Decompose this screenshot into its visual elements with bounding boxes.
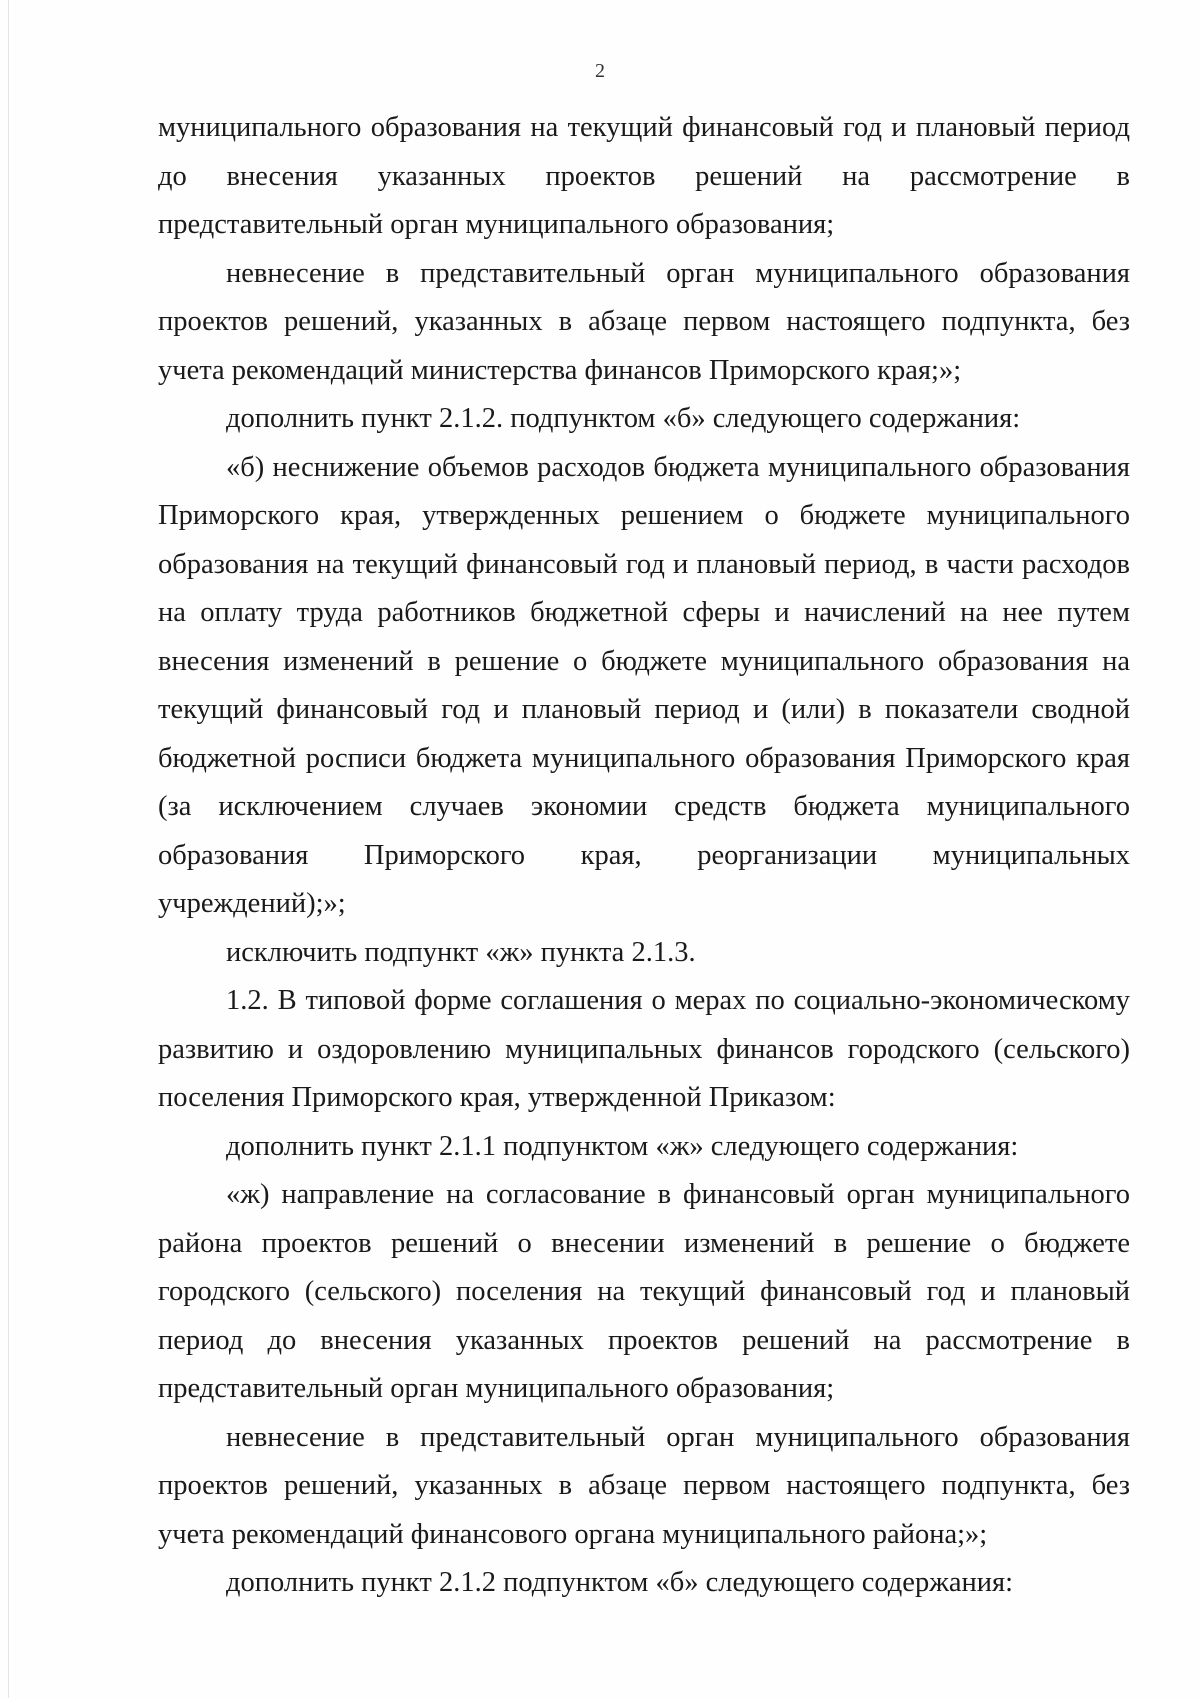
paragraph-6: 1.2. В типовой форме соглашения о мерах по социально-экономическому развитию и оздоровлению муниципальных финансов городского (сельского) поселения Приморского края, утвержденной Приказом:	[158, 985, 1130, 1113]
paragraph-8: «ж) направление на согласование в финансовый орган муниципального района проектов решений о внесении изменений в решение о бюджете городского (сельского) поселения на текущий финансовый год и плановый период до внесения указанных проектов решений на рассмотрение в представительный орган муниципального образования;	[158, 1179, 1130, 1404]
paragraph-1: муниципального образования на текущий финансовый год и плановый период до внесения указанных проектов решений на рассмотрение в представительный орган муниципального образования;	[158, 112, 1130, 240]
page-number: 2	[595, 60, 605, 82]
paragraph-9: невнесение в представительный орган муниципального образования проектов решений, указанных в абзаце первом настоящего подпункта, без учета рекомендаций финансового органа муниципального района;»;	[158, 1421, 1130, 1550]
paragraph-7: дополнить пункт 2.1.1 подпунктом «ж» следующего содержания:	[226, 1130, 1019, 1162]
paragraph-10: дополнить пункт 2.1.2 подпунктом «б» следующего содержания:	[226, 1567, 1014, 1598]
paragraph-2: невнесение в представительный орган муниципального образования проектов решений, указанных в абзаце первом настоящего подпункта, без учета рекомендаций министерства финансов Приморского края;»;	[158, 257, 1130, 386]
paragraph-4: «б) неснижение объемов расходов бюджета муниципального образования Приморского края, утвержденных решением о бюджете муниципального образования на текущий финансовый год и плановый период, в части расходов на оплату труда работников бюджетной сферы и начислений на нее путем внесения изменений в решение о бюджете муниципального образования на текущий финансовый год и плановый период и (или) в показатели сводной бюджетной росписи бюджета муниципального образования Приморского края (за исключением случаев экономии средств бюджета муниципального образования Приморского края, реорганизации муниципальных учреждений);»;	[158, 451, 1130, 919]
scan-edge-line	[8, 0, 9, 1698]
document-body	[158, 104, 1130, 1608]
paragraph-3: дополнить пункт 2.1.2. подпунктом «б» следующего содержания:	[226, 403, 1021, 434]
paragraph-5: исключить подпункт «ж» пункта 2.1.3.	[226, 936, 696, 968]
